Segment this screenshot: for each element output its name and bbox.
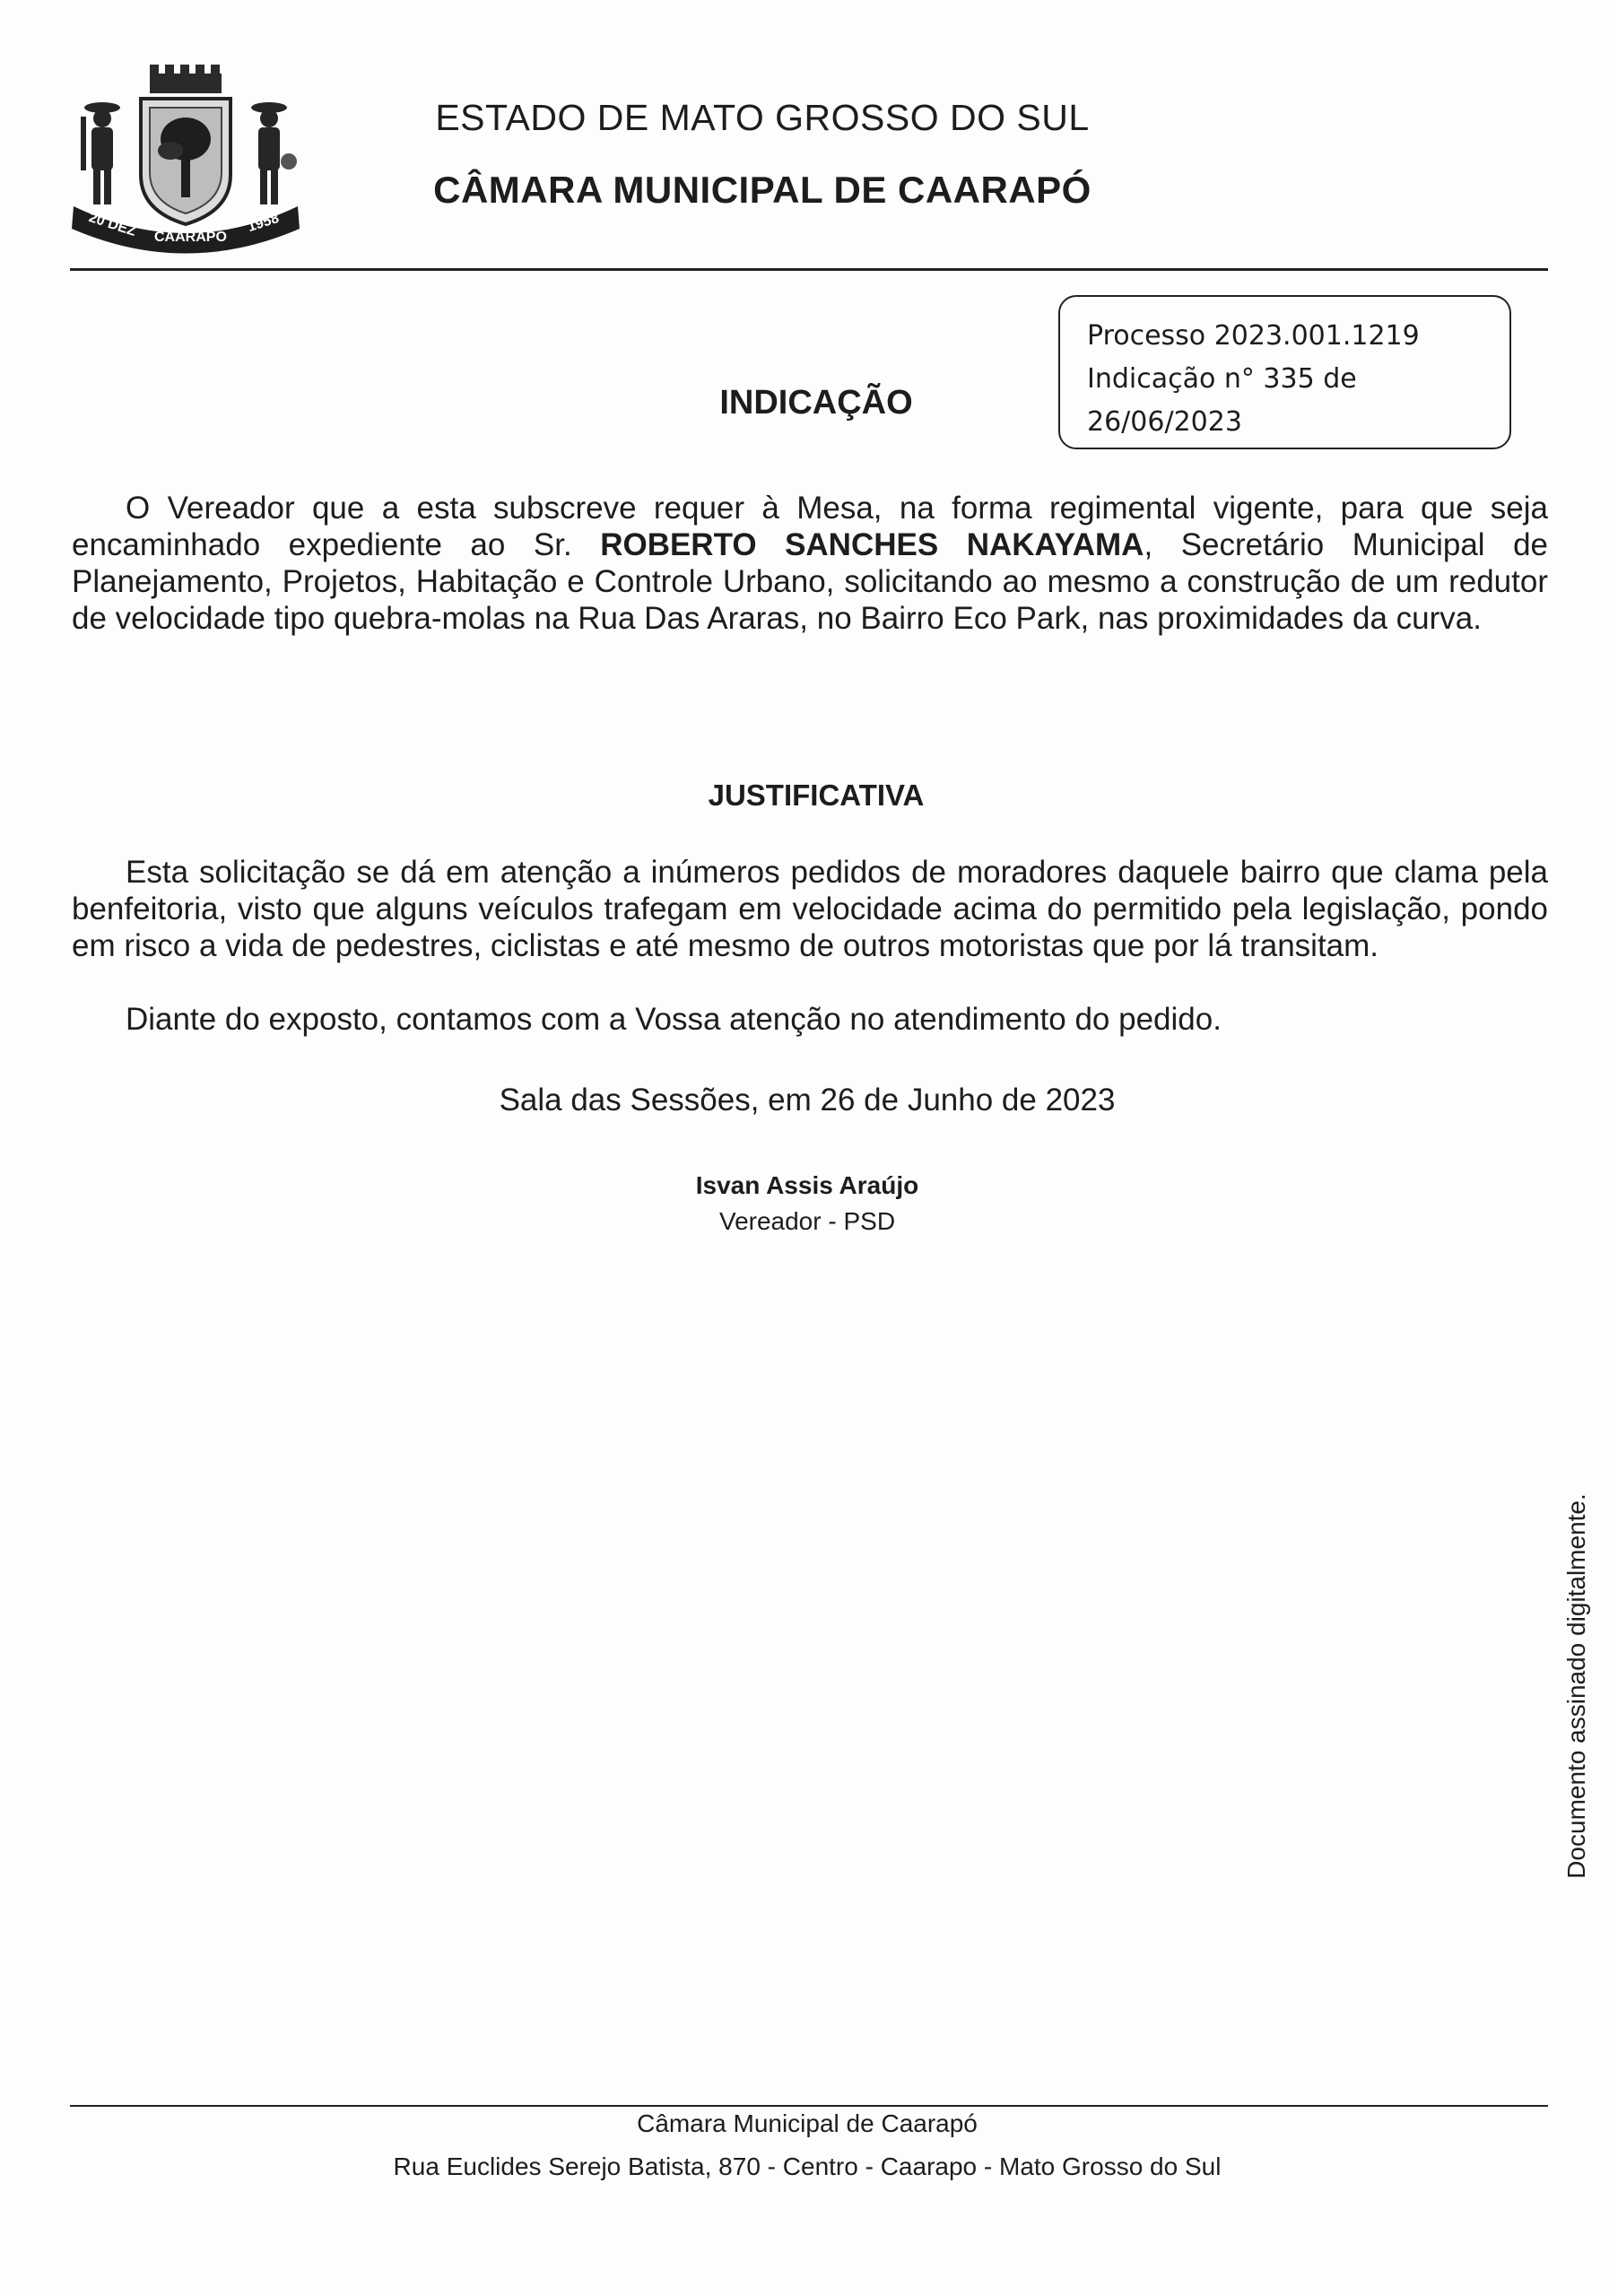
footer-institution: Câmara Municipal de Caarapó [637,2109,978,2137]
request-paragraph [72,490,1548,637]
crest-ribbon-center: CAARAPÓ [154,230,227,245]
crest-ribbon-left: 20 DEZ [86,210,138,239]
crest-ribbon [72,204,314,258]
header-divider [70,268,1548,271]
signer-name: Isvan Assis Araújo [695,1171,919,1199]
session-date: Sala das Sessões, em 26 de Junho de 2023 [499,1083,1116,1118]
process-date: 26/06/2023 [1087,406,1242,438]
footer-address: Rua Euclides Serejo Batista, 870 - Centro - Caarapo - Mato Grosso do Sul [393,2152,1222,2180]
indication-number: Indicação n° 335 de [1087,363,1357,395]
footer-divider [70,2105,1548,2107]
document-title: INDICAÇÃO [719,384,913,422]
process-stamp [1058,295,1511,449]
process-number: Processo 2023.001.1219 [1087,320,1420,352]
state-title: ESTADO DE MATO GROSSO DO SUL [435,97,1090,138]
request-text-start: O Vereador que a esta subscreve requer à Mesa, na forma regimental vigente, para que seja encaminhado expediente ao Sr. [72,491,1548,562]
signer-role: Vereador - PSD [718,1207,896,1235]
closing-paragraph: Diante do exposto, contamos com a Vossa atenção no atendimento do pedido. [126,1002,1222,1037]
chamber-title: CÂMARA MUNICIPAL DE CAARAPÓ [433,169,1092,211]
request-text-end: , Secretário Municipal de Planejamento, Projetos, Habitação e Controle Urbano, solicitando ao mesmo a construção de um redutor de velocidade tipo quebra-molas na Rua Das Araras, no Bairro Eco Park, nas proximidades da curva. [72,527,1549,636]
digital-signature-note: Documento assinado digitalmente. [1562,1493,1590,1879]
recipient-name: ROBERTO SANCHES NAKAYAMA [600,527,1144,562]
justification-paragraph: Esta solicitação se dá em atenção a inúmeros pedidos de moradores daquele bairro que clama pela benfeitoria, visto que alguns veículos trafegam em velocidade acima do permitido pela legislação, pondo em risco a vida de pedestres, ciclistas e até mesmo de outros motoristas que por lá transitam. [72,855,1548,963]
justification-title: JUSTIFICATIVA [708,778,925,812]
crest-ribbon-right: 1958 [246,210,282,236]
